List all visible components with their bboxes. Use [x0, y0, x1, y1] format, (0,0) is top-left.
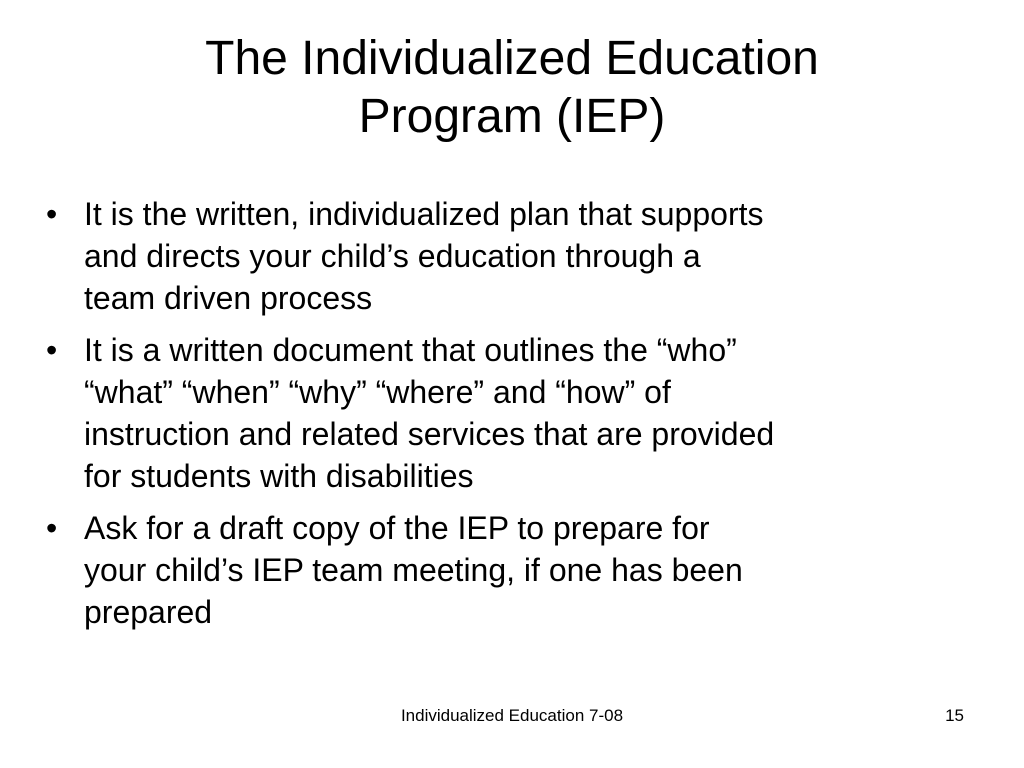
bullet-item-1 — [40, 193, 970, 319]
slide-title — [60, 30, 964, 146]
bullet-1-line-2: and directs your child’s education through a — [84, 238, 701, 274]
bullet-2-line-2: “what” “when” “why” “where” and “how” of — [84, 374, 671, 410]
bullet-1-line-3: team driven process — [84, 280, 373, 316]
bullet-2-line-1: It is a written document that outlines the “who” — [84, 332, 737, 368]
bullet-marker-icon: • — [46, 196, 58, 232]
bullet-marker-icon: • — [46, 332, 58, 368]
bullet-marker-icon: • — [46, 510, 58, 546]
bullet-list — [40, 193, 970, 643]
bullet-2-line-3: instruction and related services that are provided — [84, 416, 775, 452]
bullet-3-line-3: prepared — [84, 594, 213, 630]
page-number: 15 — [945, 706, 964, 725]
bullet-1-line-1: It is the written, individualized plan that supports — [84, 196, 764, 232]
slide-title-line-2: Program (IEP) — [358, 90, 666, 143]
bullet-2-line-4: for students with disabilities — [84, 458, 474, 494]
bullet-item-3 — [40, 507, 970, 633]
slide-title-line-1: The Individualized Education — [205, 32, 819, 85]
bullet-3-line-2: your child’s IEP team meeting, if one has been — [84, 552, 743, 588]
bullet-item-2 — [40, 329, 970, 497]
footer-text: Individualized Education 7-08 — [400, 706, 624, 725]
bullet-3-line-1: Ask for a draft copy of the IEP to prepare for — [84, 510, 710, 546]
